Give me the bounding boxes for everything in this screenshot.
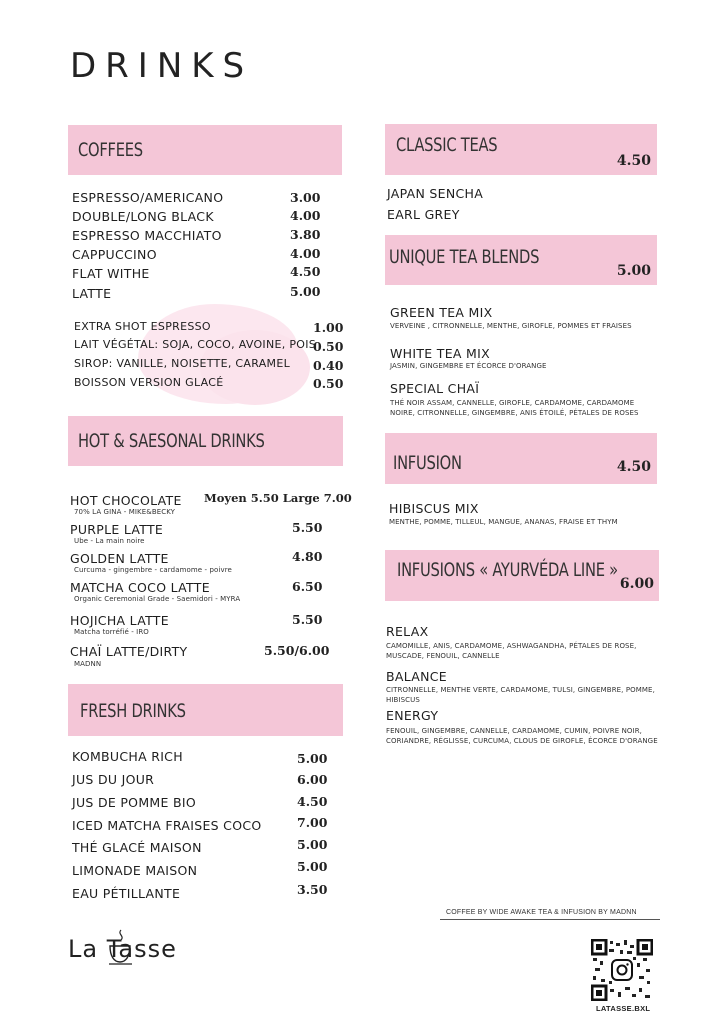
menu-item-name: FLAT WITHE xyxy=(72,266,150,281)
menu-item-name: THÉ GLACÉ MAISON xyxy=(72,840,202,855)
menu-item-name: CHAÏ LATTE/DIRTY xyxy=(70,644,188,659)
extra-item-price: 0.40 xyxy=(313,358,344,373)
menu-item-price: 5.50/6.00 xyxy=(264,643,330,658)
menu-item-name: JUS DU JOUR xyxy=(72,772,155,787)
tea-item-name: HIBISCUS MIX xyxy=(389,501,479,516)
menu-item-name: EAU PÉTILLANTE xyxy=(72,886,181,901)
tea-item-name: GREEN TEA MIX xyxy=(390,305,493,320)
menu-item-name: HOT CHOCOLATE xyxy=(70,493,182,508)
tea-item-name: SPECIAL CHAÏ xyxy=(390,381,480,396)
tea-item-ingredients: FENOUIL, GINGEMBRE, CANNELLE, CARDAMOME, CUMIN, POIVRE NOIR, CORIANDRE, RÉGLISSE, CURCUMA, CLOUS DE GIROFLE, ÉCORCE D'ORANGE xyxy=(386,727,658,745)
menu-item-name: ESPRESSO MACCHIATO xyxy=(72,228,222,243)
menu-item-price: 4.80 xyxy=(292,549,323,564)
tea-item-name: JAPAN SENCHA xyxy=(387,186,484,201)
menu-item-name: MATCHA COCO LATTE xyxy=(70,580,210,595)
extra-item-name: SIROP: VANILLE, NOISETTE, CARAMEL xyxy=(74,357,291,370)
menu-item-name: KOMBUCHA RICH xyxy=(72,749,183,764)
brand-logo-text: La Tasse xyxy=(68,935,177,963)
menu-item-price: 5.00 xyxy=(297,859,328,874)
menu-item-price: 5.00 xyxy=(297,837,328,852)
tea-item-ingredients: CITRONNELLE, MENTHE VERTE, CARDAMOME, TULSI, GINGEMBRE, POMME, HIBISCUS xyxy=(386,686,655,704)
footer-divider xyxy=(440,919,660,920)
menu-item-price: 5.50 xyxy=(292,520,323,535)
infusion-header: INFUSION xyxy=(393,452,462,474)
menu-item-price: 6.50 xyxy=(292,579,323,594)
tea-item-name: RELAX xyxy=(386,624,429,639)
menu-item-detail: Organic Ceremonial Grade - Saemidori - MYRA xyxy=(74,595,241,603)
menu-item-detail: MADNN xyxy=(74,660,102,668)
menu-item-name: GOLDEN LATTE xyxy=(70,551,169,566)
infusion-header-band xyxy=(385,433,657,484)
extra-item-name: LAIT VÉGÉTAL: SOJA, COCO, AVOINE, POIS xyxy=(74,338,317,351)
menu-item-name: ESPRESSO/AMERICANO xyxy=(72,190,224,205)
classic-teas-header: CLASSIC TEAS xyxy=(396,134,498,156)
menu-item-detail: Matcha torréfié - IRO xyxy=(74,628,149,636)
menu-item-price: 3.00 xyxy=(290,190,321,205)
menu-item-name: HOJICHA LATTE xyxy=(70,613,169,628)
classic-teas-price: 4.50 xyxy=(616,153,651,169)
menu-item-price: 3.50 xyxy=(297,882,328,897)
infusion-price: 4.50 xyxy=(616,459,651,475)
menu-item-price: 5.00 xyxy=(297,751,328,766)
tea-item-ingredients: JASMIN, GINGEMBRE ET ÉCORCE D'ORANGE xyxy=(390,362,547,370)
unique-blends-header-band xyxy=(385,235,657,285)
menu-item-name: LIMONADE MAISON xyxy=(72,863,198,878)
classic-teas-header-band xyxy=(385,124,657,175)
coffees-header: COFFEES xyxy=(78,139,143,161)
ayurveda-price: 6.00 xyxy=(619,576,654,592)
ayurveda-header-band xyxy=(385,550,659,601)
tea-item-ingredients: MENTHE, POMME, TILLEUL, MANGUE, ANANAS, FRAISE ET THYM xyxy=(389,518,618,526)
menu-item-price: 5.50 xyxy=(292,612,323,627)
menu-item-price: Moyen 5.50 Large 7.00 xyxy=(204,491,352,505)
teacup-icon xyxy=(108,928,134,968)
menu-item-price: 4.00 xyxy=(290,246,321,261)
tea-item-name: EARL GREY xyxy=(387,207,460,222)
menu-item-price: 4.00 xyxy=(290,208,321,223)
menu-item-price: 4.50 xyxy=(290,264,321,279)
unique-blends-header: UNIQUE TEA BLENDS xyxy=(389,246,540,268)
menu-item-name: LATTE xyxy=(72,286,112,301)
coffees-header-band xyxy=(68,125,342,175)
tea-item-name: ENERGY xyxy=(386,708,439,723)
extra-item-name: BOISSON VERSION GLACÉ xyxy=(74,376,224,389)
menu-item-detail: Curcuma - gingembre - cardamome - poivre xyxy=(74,566,232,574)
menu-item-name: ICED MATCHA FRAISES COCO xyxy=(72,818,262,833)
menu-item-price: 4.50 xyxy=(297,794,328,809)
menu-item-price: 3.80 xyxy=(290,227,321,242)
extra-item-price: 0.50 xyxy=(313,376,344,391)
menu-item-name: PURPLE LATTE xyxy=(70,522,164,537)
fresh-drinks-header: FRESH DRINKS xyxy=(80,700,186,722)
menu-item-name: JUS DE POMME BIO xyxy=(72,795,196,810)
instagram-handle[interactable]: LATASSE.BXL xyxy=(596,1004,651,1013)
hot-drinks-header-band xyxy=(68,416,343,466)
hot-drinks-header: HOT & SAESONAL DRINKS xyxy=(78,430,265,452)
tea-item-name: BALANCE xyxy=(386,669,448,684)
menu-item-price: 7.00 xyxy=(297,815,328,830)
page-title: DRINKS xyxy=(70,46,254,86)
menu-item-price: 5.00 xyxy=(290,284,321,299)
supplier-credit: COFFEE BY WIDE AWAKE TEA & INFUSION BY MADNN xyxy=(446,909,637,916)
extra-item-price: 1.00 xyxy=(313,320,344,335)
menu-item-name: CAPPUCCINO xyxy=(72,247,157,262)
tea-item-ingredients: CAMOMILLE, ANIS, CARDAMOME, ASHWAGANDHA, PÉTALES DE ROSE, MUSCADE, FENOUIL, CANNELLE xyxy=(386,642,637,660)
menu-item-name: DOUBLE/LONG BLACK xyxy=(72,209,214,224)
unique-blends-price: 5.00 xyxy=(616,263,651,279)
tea-item-ingredients: THÉ NOIR ASSAM, CANNELLE, GIROFLE, CARDAMOME, CARDAMOME NOIRE, CITRONNELLE, GINGEMBRE, ANIS ÉTOILÉ, PÉTALES DE ROSES xyxy=(390,399,639,417)
menu-item-detail: 70% LA GINA - MIKE&BECKY xyxy=(74,508,176,516)
extra-item-name: EXTRA SHOT ESPRESSO xyxy=(74,320,211,333)
extra-item-price: 0.50 xyxy=(313,339,344,354)
fresh-drinks-header-band xyxy=(68,684,343,736)
tea-item-name: WHITE TEA MIX xyxy=(390,346,490,361)
menu-item-price: 6.00 xyxy=(297,772,328,787)
tea-item-ingredients: VERVEINE , CITRONNELLE, MENTHE, GIROFLE, POMMES ET FRAISES xyxy=(390,322,632,330)
qr-code-icon[interactable] xyxy=(591,939,653,1001)
menu-item-detail: Ube - La main noire xyxy=(74,537,145,545)
ayurveda-header: INFUSIONS « AYURVÉDA LINE » xyxy=(397,559,618,581)
